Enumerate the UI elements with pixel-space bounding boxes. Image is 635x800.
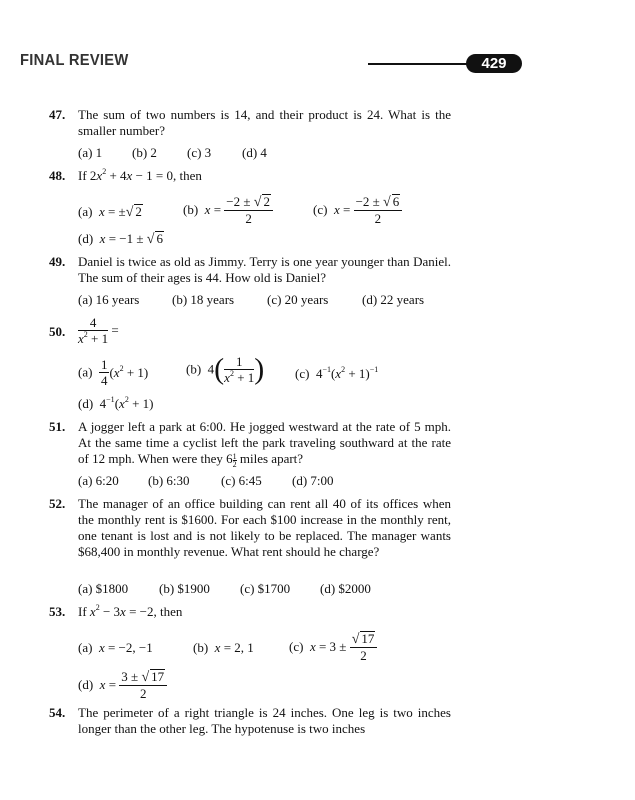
question-52-text: The manager of an office building can rent all 40 of its offices when the monthly rent is $1600. For each $100 increase in the monthly rent, one tenant is lost and is not likely to be replaced. The manager wants $68,400 in monthly revenue. What rent should he charge? [78,496,451,559]
q53-choice-b: (b) x = 2, 1 [193,640,254,655]
question-48-number: 48. [49,168,66,183]
question-53-stem: If $x^2 - 3x = -2$, then [78,603,183,619]
q50-choice-c: (c) $4^{-1}(x^2 + 1)^{-1}$ [295,365,379,381]
q48-choice-d: (d) x = −1 ± √ 6 [78,231,163,247]
question-54-text: The perimeter of a right triangle is 24 inches. One leg is two inches longer than the other leg. The hypotenuse is two inches [78,705,451,736]
question-50-number: 50. [49,324,66,339]
question-54-number: 54. [49,705,66,720]
q53-choice-d: (d) x = $\frac{3 \pm √ 17}{2}$ [78,669,167,701]
question-47-text: The sum of two numbers is 14, and their product is 24. What is the smaller number? [78,107,451,138]
q52-choice-b: (b) $1900 [159,581,210,596]
q47-choice-d: (d) 4 [242,145,267,160]
q51-choice-c: (c) 6:45 [221,473,262,488]
question-49-text: Daniel is twice as old as Jimmy. Terry is one year younger than Daniel. The sum of their ages is 44. How old is Daniel? [78,254,451,285]
q49-choice-b: (b) 18 years [172,292,235,307]
q48-choice-a: (a) x = ±√ 2 [78,204,142,220]
question-48-stem: If $2x^2 + 4x - 1 = 0$, then [78,167,202,183]
q52-choice-c: (c) $1700 [240,581,291,596]
q51-choice-a: (a) 6:20 [78,473,119,488]
q47-choice-b: (b) 2 [132,145,157,160]
q48-choice-b: (b) x = $\frac{-2 \pm √ 2}{2}$ [183,194,273,226]
q47-choice-a: (a) 1 [78,145,103,160]
q49-choice-a: (a) 16 years [78,292,140,307]
q51-choice-b: (b) 6:30 [148,473,190,488]
page-number-badge: 429 [466,54,522,73]
q53-choice-a: (a) x = −2, −1 [78,640,153,655]
q49-choice-c: (c) 20 years [267,292,329,307]
question-53-number: 53. [49,604,66,619]
q51-choice-d: (d) 7:00 [292,473,334,488]
question-52-number: 52. [49,496,66,511]
q52-choice-a: (a) $1800 [78,581,129,596]
question-50-stem: $\frac{4}{x^2 + 1}$ = [78,315,119,346]
question-47-number: 47. [49,107,66,122]
q52-choice-d: (d) $2000 [320,581,371,596]
q50-choice-b: (b) 4( $\frac{1}{x^2 + 1}$ ) [186,352,265,386]
q53-choice-c: (c) x = 3 ± $\frac{√ 17}{2}$ [289,631,377,663]
q50-choice-a: (a) $\frac{1}{4}$ $(x^2 + 1)$ [78,357,149,388]
question-49-number: 49. [49,254,66,269]
question-51-text: A jogger left a park at 6:00. He jogged westward at the rate of 5 mph. At the same time a cyclist left the park traveling southward at the rate of 12 mph. When were they 6 $\frac{1}{2}$ miles apart? [78,419,451,469]
q48-choice-c: (c) x = $\frac{-2 \pm √ 6}{2}$ [313,194,402,226]
chapter-title: FINAL REVIEW [20,52,129,69]
q50-choice-d: (d) $4^{-1}(x^2 + 1)$ [78,395,154,411]
q49-choice-d: (d) 22 years [362,292,425,307]
q47-choice-c: (c) 3 [187,145,212,160]
question-51-number: 51. [49,419,66,434]
header-rule [368,63,472,65]
